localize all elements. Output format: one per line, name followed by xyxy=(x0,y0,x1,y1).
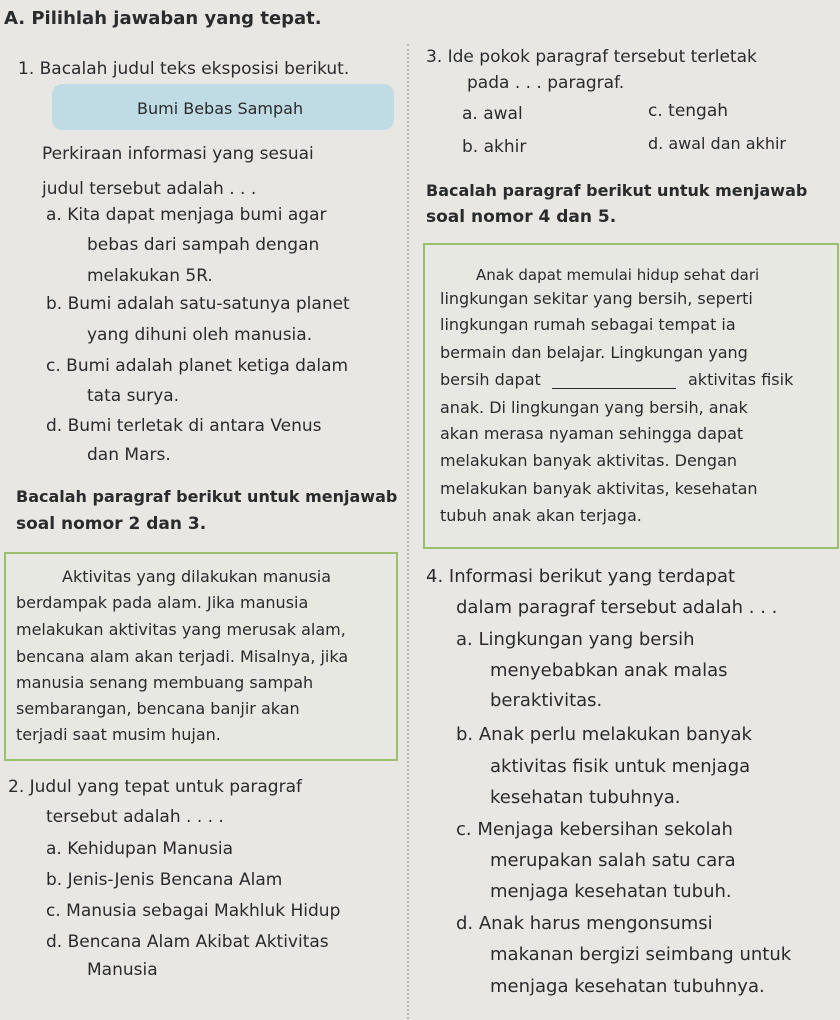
q4-option-c-cont: menjaga kesehatan tubuh. xyxy=(490,881,732,902)
q4-option-b-cont: kesehatan tubuhnya. xyxy=(490,787,681,808)
paragraph-left-line: manusia senang membuang sampah xyxy=(16,673,314,692)
q4-option-c[interactable]: c. Menjaga kebersihan sekolah xyxy=(456,819,733,840)
q2-option-d-cont: Manusia xyxy=(87,960,158,980)
paragraph-left-line: berdampak pada alam. Jika manusia xyxy=(16,593,309,612)
paragraph-right-line: bersih dapat xyxy=(440,370,541,389)
instruction-left: Bacalah paragraf berikut untuk menjawab xyxy=(16,487,398,506)
q1-prompt-line: Perkiraan informasi yang sesuai xyxy=(42,144,314,164)
q2-option-b[interactable]: b. Jenis-Jenis Bencana Alam xyxy=(46,870,283,890)
q4-option-d[interactable]: d. Anak harus mengonsumsi xyxy=(456,913,713,934)
q4-option-c-cont: merupakan salah satu cara xyxy=(490,850,736,871)
q1-option-c[interactable]: c. Bumi adalah planet ketiga dalam xyxy=(46,356,349,376)
section-title: A. Pilihlah jawaban yang tepat. xyxy=(4,8,322,29)
q3-stem-cont: pada . . . paragraf. xyxy=(467,73,625,93)
column-divider xyxy=(407,44,409,1019)
q2-option-c[interactable]: c. Manusia sebagai Makhluk Hidup xyxy=(46,901,341,921)
q4-option-d-cont: makanan bergizi seimbang untuk xyxy=(490,944,792,965)
q3-option-a[interactable]: a. awal xyxy=(462,104,523,124)
q2-option-d[interactable]: d. Bencana Alam Akibat Aktivitas xyxy=(46,932,329,952)
q1-prompt-line: judul tersebut adalah . . . xyxy=(42,179,257,199)
q1-stem: 1. Bacalah judul teks eksposisi berikut. xyxy=(18,59,350,79)
banner-title: Bumi Bebas Sampah xyxy=(137,99,304,118)
q1-option-c-cont: tata surya. xyxy=(87,386,180,406)
paragraph-right-line: lingkungan sekitar yang bersih, seperti xyxy=(440,289,753,308)
q1-option-a-cont: melakukan 5R. xyxy=(87,266,213,286)
q4-stem: 4. Informasi berikut yang terdapat xyxy=(426,566,736,587)
paragraph-right-line: tubuh anak akan terjaga. xyxy=(440,506,642,525)
fill-in-blank[interactable] xyxy=(552,374,676,389)
q2-option-a[interactable]: a. Kehidupan Manusia xyxy=(46,839,234,859)
q3-stem: 3. Ide pokok paragraf tersebut terletak xyxy=(426,47,757,67)
paragraph-left-line: terjadi saat musim hujan. xyxy=(16,725,221,744)
q1-option-d-cont: dan Mars. xyxy=(87,445,171,465)
paragraph-right-line: bermain dan belajar. Lingkungan yang xyxy=(440,343,748,362)
instruction-right-cont: soal nomor 4 dan 5. xyxy=(426,207,617,227)
q3-option-c[interactable]: c. tengah xyxy=(648,101,729,121)
paragraph-right-line: melakukan banyak aktivitas. Dengan xyxy=(440,451,738,470)
paragraph-left-line: Aktivitas yang dilakukan manusia xyxy=(62,567,332,586)
paragraph-right-line: aktivitas fisik xyxy=(688,370,794,389)
q4-stem-cont: dalam paragraf tersebut adalah . . . xyxy=(456,597,778,618)
q1-option-a-cont: bebas dari sampah dengan xyxy=(87,235,320,255)
q4-option-a[interactable]: a. Lingkungan yang bersih xyxy=(456,629,695,650)
paragraph-right-line: anak. Di lingkungan yang bersih, anak xyxy=(440,398,748,417)
instruction-right: Bacalah paragraf berikut untuk menjawab xyxy=(426,181,808,200)
q1-option-b[interactable]: b. Bumi adalah satu-satunya planet xyxy=(46,294,350,314)
paragraph-left-line: sembarangan, bencana banjir akan xyxy=(16,699,300,718)
q4-option-b[interactable]: b. Anak perlu melakukan banyak xyxy=(456,724,752,745)
paragraph-right-line: lingkungan rumah sebagai tempat ia xyxy=(440,315,736,334)
paragraph-right-line: Anak dapat memulai hidup sehat dari xyxy=(476,266,760,284)
paragraph-left-line: melakukan aktivitas yang merusak alam, xyxy=(16,620,346,639)
q1-option-a[interactable]: a. Kita dapat menjaga bumi agar xyxy=(46,205,327,225)
q2-stem-cont: tersebut adalah . . . . xyxy=(46,807,224,827)
q4-option-a-cont: menyebabkan anak malas xyxy=(490,660,728,681)
q1-option-b-cont: yang dihuni oleh manusia. xyxy=(87,325,313,345)
q1-option-d[interactable]: d. Bumi terletak di antara Venus xyxy=(46,416,322,436)
q3-option-d[interactable]: d. awal dan akhir xyxy=(648,134,786,153)
paragraph-left-line: bencana alam akan terjadi. Misalnya, jika xyxy=(16,647,349,666)
q3-option-b[interactable]: b. akhir xyxy=(462,137,527,157)
q2-stem: 2. Judul yang tepat untuk paragraf xyxy=(8,777,302,797)
q4-option-d-cont: menjaga kesehatan tubuhnya. xyxy=(490,976,765,997)
paragraph-right-line: melakukan banyak aktivitas, kesehatan xyxy=(440,479,758,498)
q4-option-b-cont: aktivitas fisik untuk menjaga xyxy=(490,756,751,777)
q4-option-a-cont: beraktivitas. xyxy=(490,690,603,711)
paragraph-right-line: akan merasa nyaman sehingga dapat xyxy=(440,424,744,443)
instruction-left-cont: soal nomor 2 dan 3. xyxy=(16,514,207,534)
